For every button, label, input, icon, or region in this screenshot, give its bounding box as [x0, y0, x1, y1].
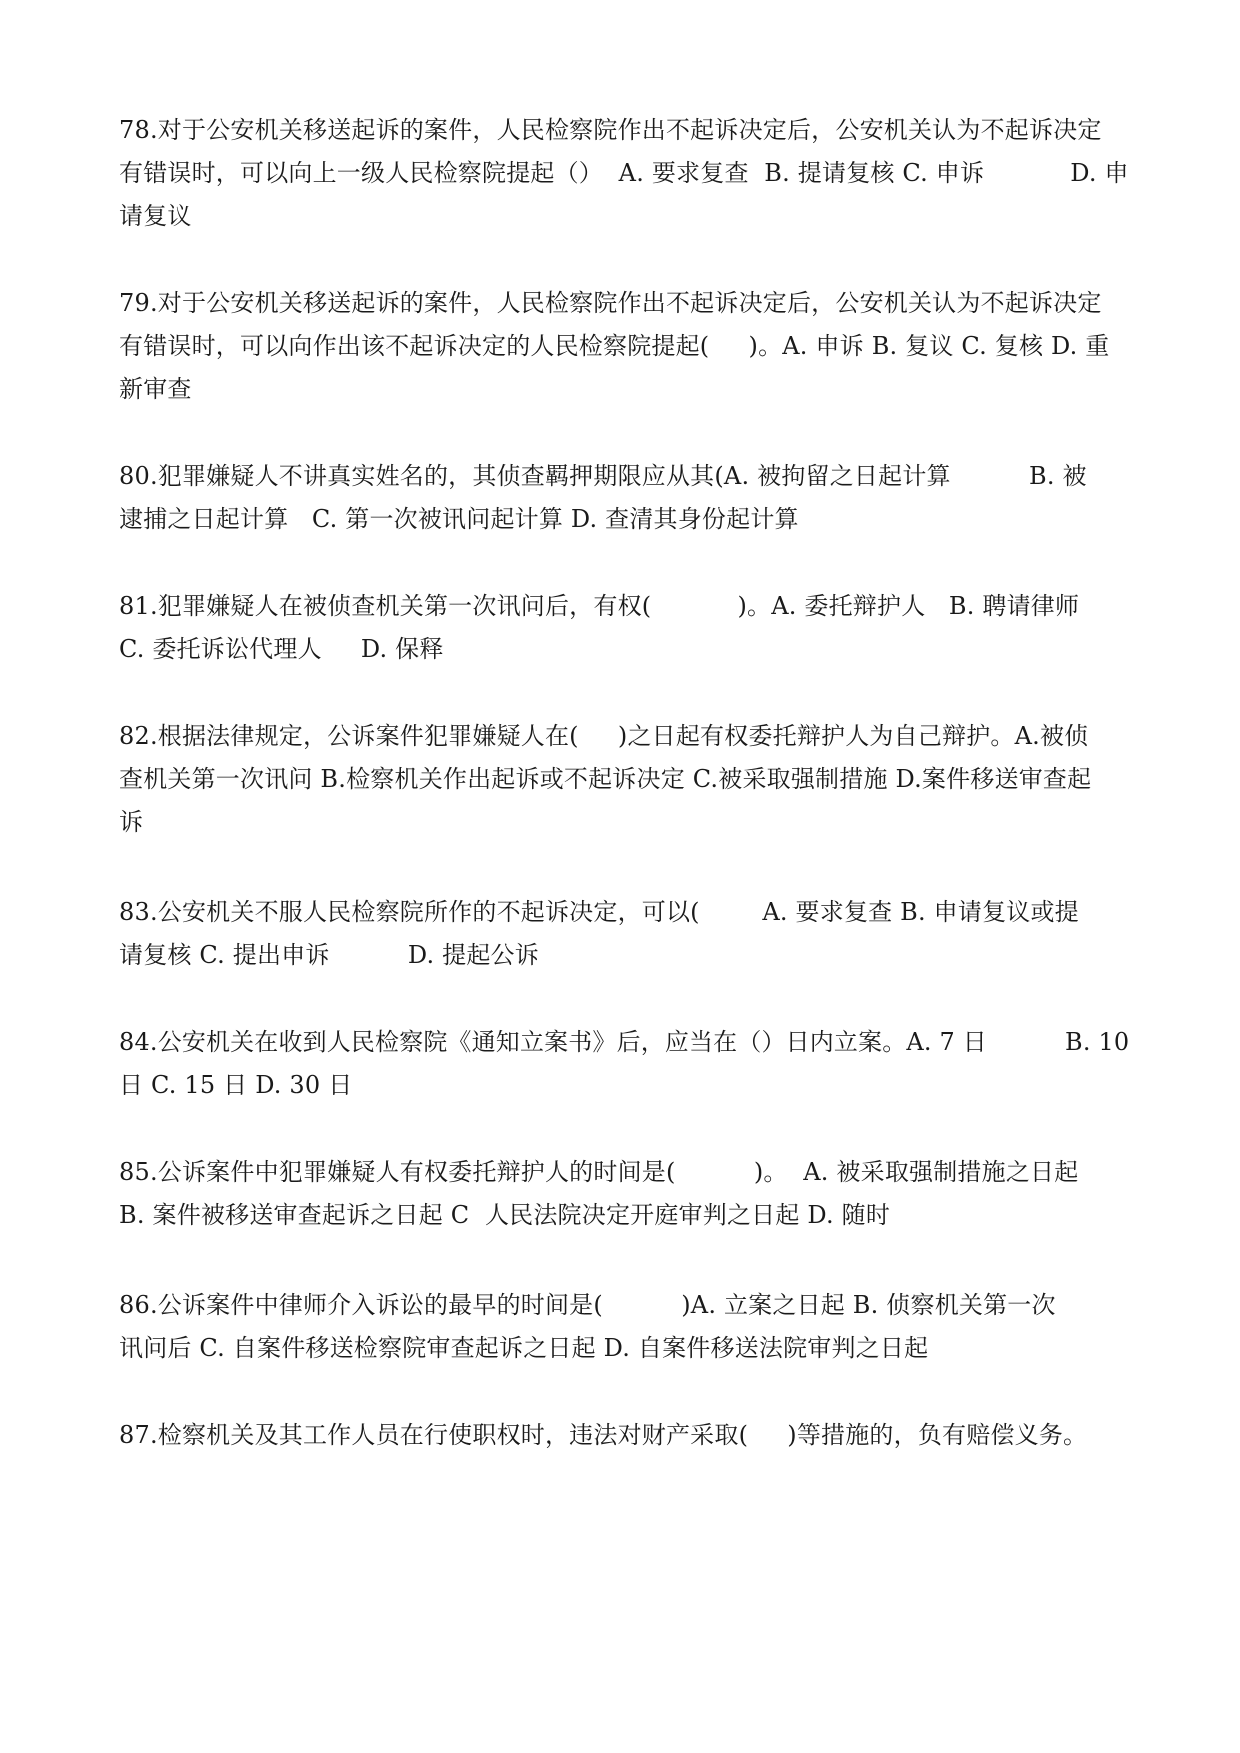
question-79-line-1: 79.对于公安机关移送起诉的案件，人民检察院作出不起诉决定后，公安机关认为不起诉决定 — [119, 289, 1102, 317]
question-83-line-2: 请复核 C. 提出申诉 D. 提起公诉 — [119, 941, 539, 969]
question-86-line-1: 86.公诉案件中律师介入诉讼的最早的时间是( )A. 立案之日起 B. 侦察机关第一次 — [119, 1291, 1056, 1319]
question-85-line-1: 85.公诉案件中犯罪嫌疑人有权委托辩护人的时间是( )。 A. 被采取强制措施之日起 — [119, 1158, 1079, 1186]
question-80-line-1: 80.犯罪嫌疑人不讲真实姓名的，其侦查羁押期限应从其(A. 被拘留之日起计算 B. 被 — [119, 462, 1087, 490]
question-78-line-1: 78.对于公安机关移送起诉的案件，人民检察院作出不起诉决定后，公安机关认为不起诉决定 — [119, 116, 1102, 144]
question-81-line-1: 81.犯罪嫌疑人在被侦查机关第一次讯问后，有权( )。A. 委托辩护人 B. 聘请律师 — [119, 592, 1080, 620]
question-81-line-2: C. 委托诉讼代理人 D. 保释 — [119, 635, 444, 663]
question-82-line-1: 82.根据法律规定，公诉案件犯罪嫌疑人在( )之日起有权委托辩护人为自己辩护。A.被侦 — [119, 722, 1089, 750]
question-78-line-3: 请复议 — [119, 202, 192, 230]
question-82-line-3: 诉 — [119, 808, 144, 836]
question-79-line-2: 有错误时，可以向作出该不起诉决定的人民检察院提起( )。A. 申诉 B. 复议 C. 复核 D. 重 — [119, 332, 1110, 360]
question-85-line-2: B. 案件被移送审查起诉之日起 C 人民法院决定开庭审判之日起 D. 随时 — [119, 1201, 891, 1229]
question-87-line-1: 87.检察机关及其工作人员在行使职权时，违法对财产采取( )等措施的，负有赔偿义务。 — [119, 1421, 1088, 1449]
question-86-line-2: 讯问后 C. 自案件移送检察院审查起诉之日起 D. 自案件移送法院审判之日起 — [119, 1334, 929, 1362]
question-79-line-3: 新审查 — [119, 375, 192, 403]
question-80-line-2: 逮捕之日起计算 C. 第一次被讯问起计算 D. 查清其身份起计算 — [119, 505, 799, 533]
question-82-line-2: 查机关第一次讯问 B.检察机关作出起诉或不起诉决定 C.被采取强制措施 D.案件移送审查起 — [119, 765, 1092, 793]
question-84-line-1: 84.公安机关在收到人民检察院《通知立案书》后，应当在（）日内立案。A. 7 日 B. 10 — [119, 1028, 1130, 1056]
question-78-line-2: 有错误时，可以向上一级人民检察院提起（） A. 要求复查 B. 提请复核 C. 申诉 D. 申 — [119, 159, 1129, 187]
question-83-line-1: 83.公安机关不服人民检察院所作的不起诉决定，可以( A. 要求复查 B. 申请复议或提 — [119, 898, 1079, 926]
question-84-line-2: 日 C. 15 日 D. 30 日 — [119, 1071, 353, 1099]
